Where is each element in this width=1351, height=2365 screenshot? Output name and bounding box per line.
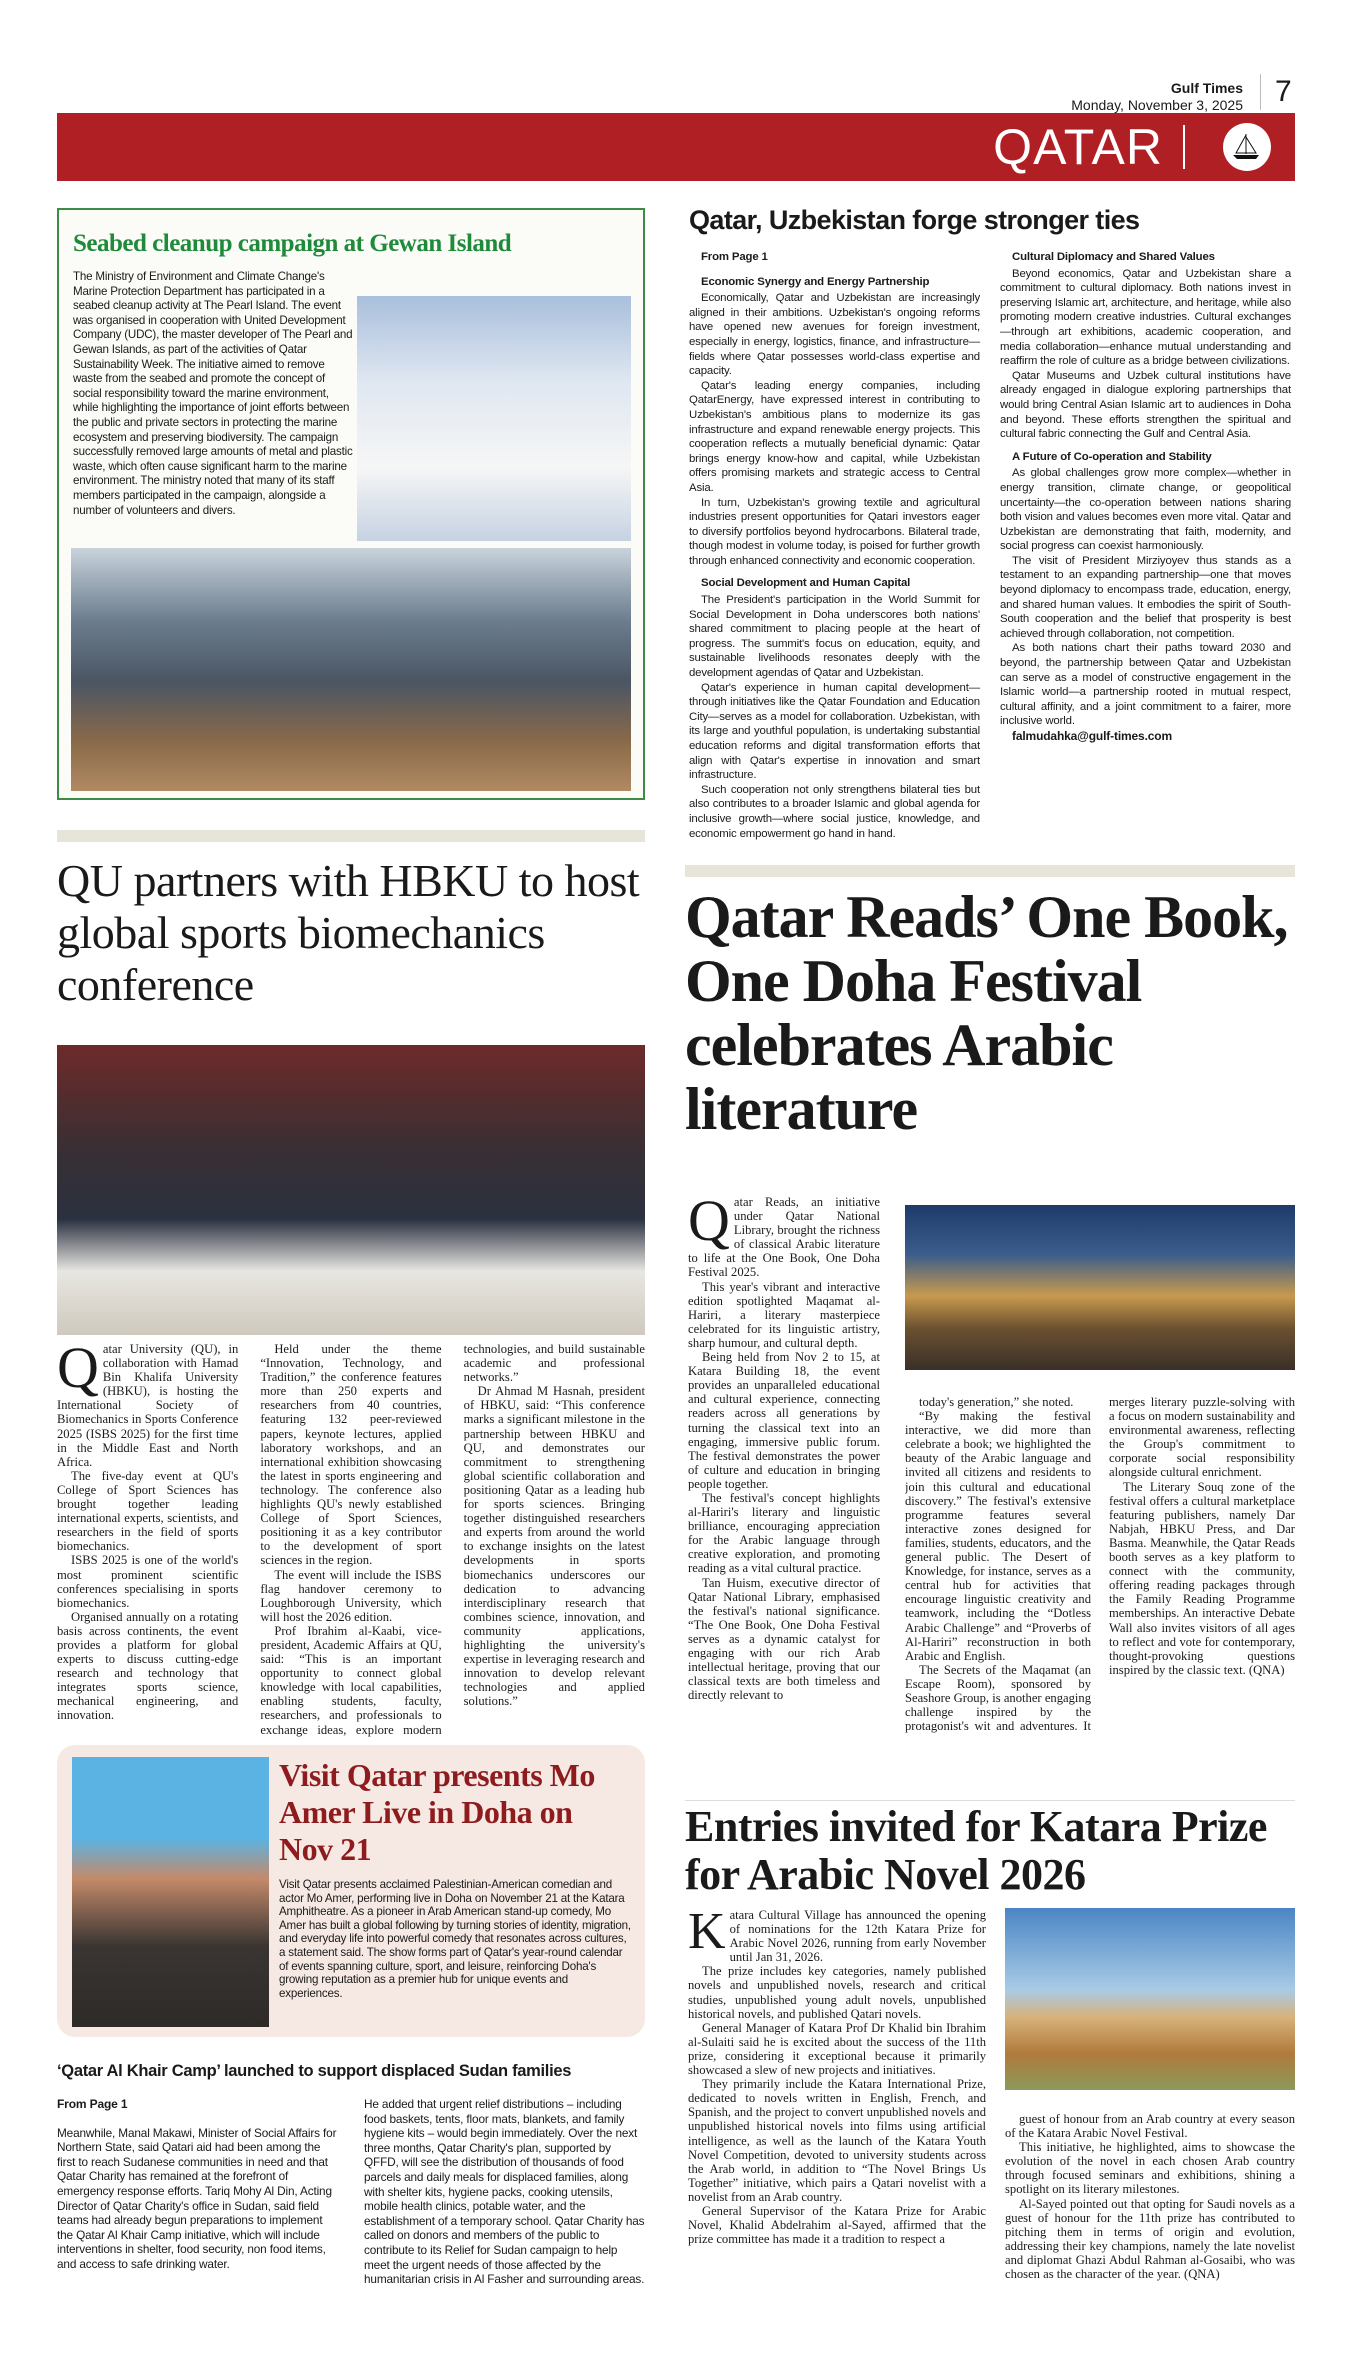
author-email: falmudahka@gulf-times.com [1012,729,1172,743]
paragraph: Qatar University (QU), in collaboration with Hamad Bin Khalifa University (HBKU), is hosting the International Society of Biomechanics in Sports Conference 2025 (ISBS 2025) for the first time in the Middle East and North Africa. [57,1342,239,1469]
conference-audience-photo [57,1045,645,1335]
subheading: Social Development and Human Capital [701,577,911,590]
paragraph: Katara Cultural Village has announced the opening of nominations for the 12th Katara Prize for Arabic Novel 2026, running from early November until Jan 31, 2026. [688,1908,986,1965]
paragraph: Held under the theme “Innovation, Technology, and Tradition,” the conference features more than 250 experts and researchers from 40 countries, featuring 132 peer-reviewed papers, keynote lectures, applied laboratory workshops, and an international exhibition showcasing the latest in sports engineering and technology. The conference also highlights QU's newly established College of Sport Sciences, positioning it as a key contributor to the development of sport sciences in the region. [260,1342,442,1568]
paragraph: ISBS 2025 is one of the world's most prominent scientific conferences specialising in sports biomechanics. [57,1553,239,1610]
paragraph: They primarily include the Katara International Prize, dedicated to novels written in English, French, and Spanish, and the project to convert unpublished novels and unpublished historical novels into films using artificial intelligence, as well as the launch of the Katara Youth Novel Competition, devoted to university students across the Arab world, in addition to “The Novel Brings Us Together” initiative, which pairs a Qatari novelist with a novelist from an Arab country. [688,2077,986,2204]
qatar-reads-col1 [688,1195,880,1743]
visit-qatar-promo [57,1745,645,2037]
paragraph: Organised annually on a rotating basis across continents, the event provides a platform for global experts to discuss cutting-edge research and technology that integrates sports science, mechanical engineering, and innovation. [57,1609,239,1723]
volunteers-group-photo [71,548,631,791]
seabed-cleanup-article [57,208,645,800]
uzbekistan-headline: Qatar, Uzbekistan forge stronger ties [689,205,1140,235]
paragraph: today's generation,” she noted. [919,1395,1074,1409]
section-title: QATAR [993,119,1163,175]
paragraph: The festival's concept highlights al-Hariri's literary and linguistic brilliance, encouraging appreciation for the Arabic language through creative exploration, and promoting reading as a vital cultural practice. [688,1490,880,1576]
paragraph: The Secrets of the Maqamat (an Escape Room), sponsored by Seashore Group, is another engaging challenge inspired by the protagonist's wit and adventures. It merges literary puzzle-solving with a focus on modern sustainability and environmental awareness, reflecting the Group's commitment to corporate social responsibility alongside cultural enrichment. [905,1395,1295,1734]
paragraph: Tan Huism, executive director of Qatar National Library, emphasised the festival's national significance. “The One Book, One Doha Festival serves as a dynamic catalyst for engaging with our rich Arab intellectual heritage, proving that our classical texts are both timeless and directly relevant to [688,1575,880,1703]
paragraph: This year's vibrant and interactive edition spotlighted Maqamat al-Hariri, a literary masterpiece celebrated for its linguistic artistry, sharp humour, and cultural depth. [688,1279,880,1350]
subheading: Cultural Diplomacy and Shared Values [1012,251,1215,263]
paragraph: Beyond economics, Qatar and Uzbekistan share a commitment to cultural diplomacy. Both nations invest in preserving Islamic art, architecture, and heritage, while also promoting modern creative industries. Cultural exchanges—through art exhibitions, academic cooperation, and media collaboration—enhance mutual understanding and reaffirm the role of culture as a bridge between civilizations. [1000,267,1291,368]
paragraph: Dr Ahmad M Hasnah, president of HBKU, said: “This conference marks a significant milestone in the partnership between HBKU and QU, and demonstrates our commitment to strengthening global scientific collaboration and positioning Qatar as a leading hub for sports sciences. Bringing together distinguished researchers and experts from around the world to exchange insights on the latest developments in sports biomechanics underscores our dedication to advancing interdisciplinary research that combines science, innovation, and community applications, highlighting the university's expertise in leveraging research and innovation to develop relevant technologies and applied solutions.” [463,1384,645,1709]
paragraph: Such cooperation not only strengthens bilateral ties but also contributes to a broader Islamic and global agenda for inclusive growth—where social justice, knowledge, and economic empowerment go hand in hand. [689,783,980,840]
from-page-label: From Page 1 [701,251,768,263]
katara-headline: Entries invited for Katara Prize for Arabic Novel 2026 [685,1800,1295,1899]
uzbekistan-article [685,205,1295,850]
paragraph: Al-Sayed pointed out that opting for Saudi novels as a guest of honour for the 11th prize has contributed to pitching them in terms of origin and evolution, addressing their key champions, namely the late novelist and diplomat Ghazi Abdul Rahman al-Gosaibi, who was chosen as the character of the year. (QNA) [1005,2196,1295,2282]
qatar-reads-headline: Qatar Reads’ One Book, One Doha Festival celebrates Arabic literature [685,884,1288,1142]
page-number: 7 [1260,74,1292,110]
sudan-col2: He added that urgent relief distributions – including food baskets, tents, floor mats, blankets, and family hygiene kits – would begin immediately. Over the next three months, Qatar Charity's plan, supported by QFFD, will see the distribution of thousands of food parcels and daily meals for displaced families, along with shelter kits, hygiene packs, cooking utensils, mobile health clinics, potable water, and the establishment of a temporary school. Qatar Charity has called on donors and members of the public to contribute to its Relief for Sudan campaign to help meet the urgent needs of those affected by the humanitarian crisis in Al Fasher and surrounding areas. [364,2097,645,2287]
paragraph: The Literary Souq zone of the festival offers a cultural marketplace featuring publishers, namely Dar Nabjah, HBKU Press, and Dar Basma. Meanwhile, the Qatar Reads booth serves as a key platform to connect with the community, offering reading packages through the Family Reading Programme memberships. An interactive Debate Wall also invites visitors of all ages to reflect and vote for contemporary, thought-provoking questions inspired by the classic text. (QNA) [1109,1479,1295,1677]
section-rule [685,865,1295,877]
paragraph: As global challenges grow more complex—whether in energy transition, climate change, or geopolitical uncertainty—the co-operation between nations sharing both vision and values becomes even more vital. Qatar and Uzbekistan are demonstrating that faith, modernity, and social progress can coexist harmoniously. [1000,467,1291,553]
paragraph: Being held from Nov 2 to 15, at Katara Building 18, the event provides an unparalleled educational and cultural experience, connecting readers across all generations by turning the classical text into an engaging, immersive public forum. The festival demonstrates the power of culture and education in bringing people together. [688,1350,880,1491]
issue-date: Monday, November 3, 2025 [1071,97,1243,113]
paragraph: This initiative, he highlighted, aims to showcase the evolution of the novel in each chosen Arab country through focused seminars and exhibitions, shining a spotlight on its literary milestones. [1005,2140,1295,2197]
publication-name: Gulf Times [1170,80,1243,96]
paragraph: Qatar's experience in human capital development—through initiatives like the Qatar Foundation and Education City—serves as a model for collaboration. Uzbekistan, with its large and youthful population, is undertaking substantial education reforms and digital transformation efforts that align with Qatar's expertise in innovation and smart infrastructure. [689,681,980,782]
sudan-article [57,2062,645,2287]
paragraph: The prize includes key categories, namely published novels and unpublished novels, research and critical studies, unpublished young adult novels, unpublished historical novels, and published Qatari novels. [688,1964,986,2021]
subheading: A Future of Co-operation and Stability [1012,450,1212,463]
dhow-icon [1223,123,1271,171]
qatar-reads-col2 [905,1395,1295,1740]
katara-col2 [1005,2112,1295,2312]
paragraph: “By making the festival interactive, we did more than celebrate a book; we highlighted the beauty of the Arabic language and invited all citizens and residents to join this cultural and educational discovery.” The festival's extensive programme features several interactive zones designed for families, students, educators, and the general public. The Desert of Knowledge, for instance, serves as a central hub for activities that encourage linguistic creativity and teamwork, including the “Dotless Arabic Challenge” and “Proverbs of Al-Hariri” reconstruction in both Arabic and English. [905,1409,1091,1663]
katara-col1 [688,1908,986,2320]
paragraph: Qatar Reads, an initiative under Qatar National Library, brought the richness of classical Arabic literature to life at the One Book, One Doha Festival 2025. [688,1195,880,1280]
paragraph: In turn, Uzbekistan's growing textile and agricultural industries present opportunities for Qatari investors eager to diversify portfolios beyond hydrocarbons. Bilateral trade, though modest in volume today, is poised for further growth through enhanced connectivity and economic cooperation. [689,496,980,567]
paragraph: The visit of President Mirziyoyev thus stands as a testament to an expanding partnership—one that moves beyond diplomacy to encompass trade, education, energy, and shared human values. It embodies the spirit of South-South cooperation and the belief that prosperity is best achieved through collaboration, not competition. [1000,554,1291,640]
award-photo [357,296,631,541]
section-divider [1183,125,1185,169]
paragraph: The five-day event at QU's College of Sport Sciences has brought together leading international experts, scientists, and researchers in the field of sports biomechanics. [57,1468,239,1554]
katara-towers-photo [1005,1908,1295,2090]
from-page-label: From Page 1 [57,2097,128,2111]
visit-qatar-text-block [279,1757,633,2029]
paragraph: The event will include the ISBS flag handover ceremony to Loughborough University, which will host the 2026 edition. [260,1567,442,1624]
masthead-meta [1071,80,1243,114]
library-night-photo [905,1205,1295,1370]
uzbekistan-body [685,250,1295,850]
paragraph: Qatar Museums and Uzbek cultural institutions have already engaged in dialogue exploring partnerships that would bring Central Asian Islamic art to audiences in Doha and beyond. These efforts strengthen the spiritual and cultural fabric connecting the Gulf and Central Asia. [1000,369,1291,441]
subheading: Economic Synergy and Energy Partnership [701,275,930,288]
paragraph: As both nations chart their paths toward 2030 and beyond, the partnership between Qatar and Uzbekistan can serve as a model of constructive engagement in the Islamic world—a partnership rooted in mutual respect, cultural affinity, and a joint commitment to a fairer, more inclusive world. [1000,642,1291,728]
paragraph: Qatar's leading energy companies, including QatarEnergy, have expressed interest in contributing to Uzbekistan's ambitious plans to modernize its gas infrastructure and expand renewable energy projects. This cooperation reflects a mutually beneficial dynamic: Qatar brings energy know-how and capital, while Uzbekistan offers promising markets and strategic access to Central Asia. [689,379,980,494]
seabed-headline: Seabed cleanup campaign at Gewan Island [73,230,512,257]
seabed-body: The Ministry of Environment and Climate Change's Marine Protection Department has participated in a seabed cleanup activity at The Pearl Island. The event was organised in cooperation with United Development Company (UDC), the master developer of The Pearl and Gewan Islands, as part of the activities of Qatar Sustainability Week. The initiative aimed to remove waste from the seabed and promote the concept of social responsibility toward the marine environment, while highlighting the importance of joint efforts between the public and private sectors in protecting the marine ecosystem and preserving biodiversity. The campaign successfully removed large amounts of metal and plastic waste, which often cause significant harm to the marine environment. The ministry noted that many of its staff members participated in the campaign, alongside a number of volunteers and divers. [73,270,353,517]
paragraph: Economically, Qatar and Uzbekistan are increasingly aligned in their ambitions. Uzbekistan's ongoing reforms have opened new avenues for foreign investment, especially in energy, logistics, finance, and infrastructure—fields where Qatar possesses world-class expertise and capacity. [689,292,980,378]
paragraph: General Supervisor of the Katara Prize for Arabic Novel, Khalid Abdelrahim al-Sayed, affirmed that the prize committee has made it a tradition to respect a [688,2203,986,2247]
section-band [57,113,1295,181]
sudan-col1: Meanwhile, Manal Makawi, Minister of Social Affairs for Northern State, said Qatari aid had been among the first to reach Sudanese communities in need and that Qatar Charity has remained at the forefront of emergency response efforts. Tariq Mohy Al Din, Acting Director of Qatar Charity's office in Sudan, said field teams had already begun preparations to implement the Qatar Al Khair Camp initiative, which will include interventions in shelter, food security, non food items, and access to safe drinking water. [57,2125,337,2271]
visit-qatar-headline: Visit Qatar presents Mo Amer Live in Doha on Nov 21 [279,1757,595,1867]
qu-body [57,1342,645,1737]
paragraph: Prof Ibrahim al-Kaabi, vice-president, Academic Affairs at QU, said: “This is an important opportunity to connect global knowledge with local capabilities, enabling students, faculty, researchers, and professionals to exchange ideas, explore modern technologies, and build sustainable academic and professional networks.” [260,1342,645,1737]
visit-qatar-body: Visit Qatar presents acclaimed Palestinian-American comedian and actor Mo Amer, performing live in Doha on November 21 at the Katara Amphitheatre. As a pioneer in Arab American stand-up comedy, Mo Amer has built a global following by turning stories of identity, migration, and everyday life into powerful comedy that resonates across cultures, a statement said. The show forms part of Qatar's year-round calendar of events spanning culture, sport, and leisure, reinforcing Doha's growing reputation as a premier hub for unique events and experiences. [279,1878,631,2000]
section-rule [57,830,645,842]
paragraph: General Manager of Katara Prof Dr Khalid bin Ibrahim al-Sulaiti said he is excited about the success of the 11th prize, considering it exceptional because it primarily showcased a slew of new projects and initiatives. [688,2020,986,2078]
qu-headline: QU partners with HBKU to host global sports biomechanics conference [57,855,640,1010]
paragraph: The President's participation in the World Summit for Social Development in Doha underscores both nations' shared commitment to placing people at the heart of progress. The summit's focus on education, equity, and sustainable livelihoods resonates deeply with the development agendas of Qatar and Uzbekistan. [689,594,980,680]
mo-amer-photo [72,1757,269,2027]
sudan-headline: ‘Qatar Al Khair Camp’ launched to support displaced Sudan families [57,2062,572,2080]
paragraph: guest of honour from an Arab country at every season of the Katara Arabic Novel Festival. [1005,2112,1295,2141]
